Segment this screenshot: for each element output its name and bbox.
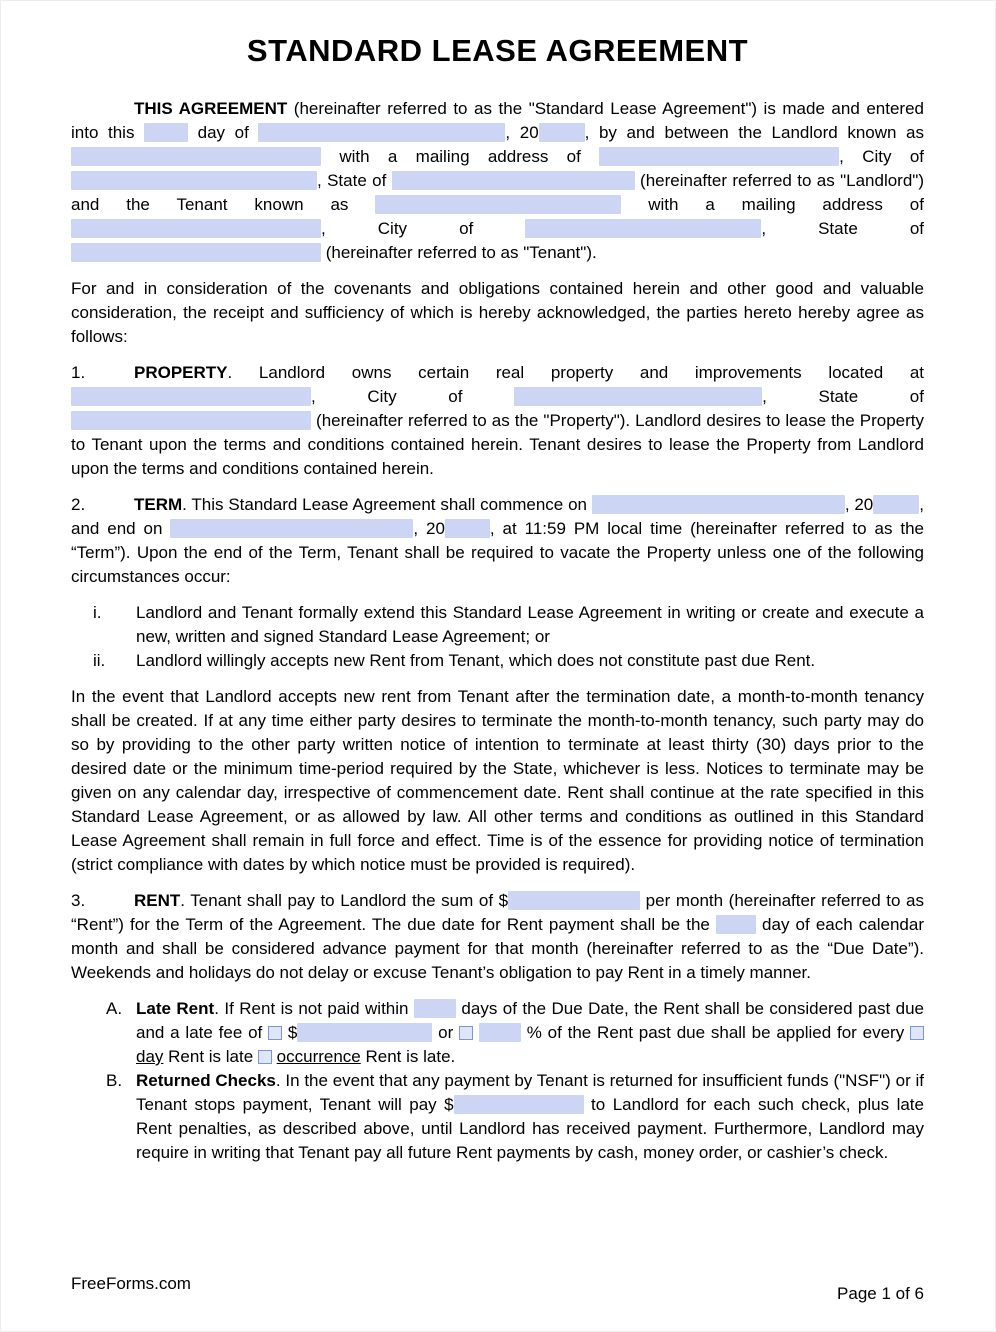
text-run: , City of [839, 147, 925, 166]
list-marker: ii. [93, 651, 106, 670]
text-run: or [432, 1023, 460, 1042]
tenant-state-field[interactable] [71, 243, 321, 262]
brand-text: FreeForms.com [71, 1274, 191, 1293]
list-marker: B. [106, 1071, 123, 1090]
text-run: (hereinafter referred to as "Landlord") and the Tenant known as [71, 171, 924, 214]
nsf-fee-field[interactable] [454, 1095, 584, 1114]
text-run: Landlord and Tenant formally extend this Standard Lease Agreement in writing or create and execute a new, written and signed Standard Lease Agreement; or [136, 603, 924, 646]
property-city-field[interactable] [514, 387, 762, 406]
per-occurrence-checkbox[interactable] [258, 1050, 272, 1064]
text-run: Landlord willingly accepts new Rent from Tenant, which does not constitute past due Rent. [136, 651, 816, 670]
section-property [71, 361, 924, 481]
text-run: For and in consideration of the covenants and obligations contained herein and other good and valuable consideration, the receipt and sufficiency of which is hereby acknowledged, the parties hereto hereby agree as follows: [71, 279, 924, 346]
section-number: 3. [71, 891, 86, 910]
text-run: , and end on [71, 495, 924, 538]
text-run: . Tenant shall pay to Landlord the sum of $ [180, 891, 509, 910]
text-run: , 20 [505, 123, 539, 142]
text-run: Returned Checks [136, 1071, 276, 1090]
agreement-year-field[interactable] [539, 123, 585, 142]
text-run: with a mailing address of [321, 147, 600, 166]
text-run: , 20 [413, 519, 445, 538]
text-run: $ [282, 1023, 298, 1042]
intro-paragraph [71, 97, 924, 265]
text-run: Late Rent [136, 999, 215, 1018]
text-run: (hereinafter referred to as the "Standard Lease Agreement") is made and entered into this [71, 99, 924, 142]
commencement-date-field[interactable] [592, 495, 845, 514]
rent-due-day-field[interactable] [716, 915, 756, 934]
rent-amount-field[interactable] [508, 891, 640, 910]
consideration-paragraph [71, 277, 924, 349]
month-to-month-paragraph [71, 685, 924, 877]
text-run: Rent is late [163, 1047, 258, 1066]
late-fee-percent-field[interactable] [479, 1023, 521, 1042]
page-footer [71, 1274, 924, 1304]
text-run: day of [188, 123, 259, 142]
text-run: THIS AGREEMENT [134, 99, 288, 118]
list-item [71, 601, 924, 649]
late-fee-amount-field[interactable] [297, 1023, 432, 1042]
text-run: (hereinafter referred to as the "Property"). Landlord desires to lease the Property to Tenant upon the terms and conditions contained herein. Tenant desires to lease the Property from Landlord upon the terms and conditions contained herein. [71, 411, 924, 478]
text-run: In the event that Landlord accepts new rent from Tenant after the termination date, a month-to-month tenancy shall be created. If at any time either party desires to terminate the month-to-month tenancy, such party may do so by providing to the other party written notice of intention to terminate at least thirty (30) days prior to the desired date or the minimum time-period required by the State, whichever is less. Notices to terminate may be given on any calendar day, irrespective of commencement date. Rent shall continue at the rate specified in this Standard Lease Agreement, or as allowed by law. All other terms and conditions as outlined in this Standard Lease Agreement shall remain in full force and effect. Time is of the essence for providing notice of termination (strict compliance with dates by which notice must be provided is required). [71, 687, 924, 874]
property-state-field[interactable] [71, 411, 311, 430]
section-number: 2. [71, 495, 86, 514]
late-fee-dollar-checkbox[interactable] [268, 1026, 282, 1040]
text-run: . Landlord owns certain real property and improvements located at [227, 363, 924, 382]
text-run: RENT [134, 891, 181, 910]
tenant-city-field[interactable] [525, 219, 761, 238]
text-run: . If Rent is not paid within [214, 999, 414, 1018]
text-run: PROPERTY [134, 363, 228, 382]
list-marker: i. [93, 603, 102, 622]
per-day-checkbox[interactable] [910, 1026, 924, 1040]
landlord-city-field[interactable] [71, 171, 317, 190]
document-title: STANDARD LEASE AGREEMENT [246, 33, 749, 68]
list-item [71, 649, 924, 673]
landlord-name-field[interactable] [71, 147, 321, 166]
section-rent [71, 889, 924, 985]
list-item [71, 1069, 924, 1165]
text-run: to Landlord for each such check, plus late Rent penalties, as described above, until Landlord has received payment. Furthermore, Landlord may require in writing that Tenant pay all future Rent payments by cash, money order, or cashier’s check. [136, 1095, 924, 1162]
text-run: , by and between the Landlord known as [584, 123, 925, 142]
text-run: , City of [311, 387, 515, 406]
end-date-field[interactable] [170, 519, 413, 538]
landlord-address-field[interactable] [599, 147, 839, 166]
agreement-month-field[interactable] [258, 123, 505, 142]
text-run: day of each calendar month and shall be considered advance payment for that month (hereinafter referred to as the “Due Date”). Weekends and holidays do not delay or excuse Tenant’s obligation to pay Rent in a timely manner. [71, 915, 924, 982]
text-run: , State of [762, 387, 924, 406]
section-number: 1. [71, 363, 86, 382]
tenant-name-field[interactable] [375, 195, 621, 214]
rent-subsections-list [71, 997, 924, 1165]
text-run: (hereinafter referred to as "Tenant"). [321, 243, 597, 262]
text-run: TERM [134, 495, 183, 514]
list-item [71, 997, 924, 1069]
text-run: . In the event that any payment by Tenant is returned for insufficient funds ("NSF") or if Tenant stops payment, Tenant will pay $ [136, 1071, 924, 1114]
end-year-field[interactable] [445, 519, 490, 538]
text-run: . This Standard Lease Agreement shall commence on [182, 495, 592, 514]
text-run: day [136, 1047, 164, 1066]
text-run: , at 11:59 PM local time (hereinafter referred to as the “Term”). Upon the end of the Term, Tenant shall be required to vacate the Property unless one of the following circumstances occur: [71, 519, 925, 586]
tenant-address-field[interactable] [71, 219, 321, 238]
text-run: days of the Due Date, the Rent shall be considered past due and a late fee of [136, 999, 924, 1042]
text-run: , 20 [844, 495, 874, 514]
text-run: Rent is late. [360, 1047, 456, 1066]
list-marker: A. [106, 999, 123, 1018]
late-grace-days-field[interactable] [414, 999, 456, 1018]
page-number: Page 1 of 6 [837, 1284, 924, 1303]
text-run: , State of [761, 219, 924, 238]
text-run: occurrence [276, 1047, 361, 1066]
commencement-year-field[interactable] [873, 495, 919, 514]
text-run: , City of [321, 219, 526, 238]
property-address-field[interactable] [71, 387, 311, 406]
text-run: % of the Rent past due shall be applied for every [520, 1023, 910, 1042]
document-body [71, 97, 924, 1165]
agreement-day-field[interactable] [144, 123, 188, 142]
text-run: per month (hereinafter referred to as “Rent”) for the Term of the Agreement. The due date for Rent payment shall be the [71, 891, 925, 934]
text-run: with a mailing address of [621, 195, 924, 214]
text-run: , State of [317, 171, 392, 190]
section-term [71, 493, 924, 589]
landlord-state-field[interactable] [392, 171, 635, 190]
term-conditions-list [71, 601, 924, 673]
late-fee-percent-checkbox[interactable] [459, 1026, 473, 1040]
